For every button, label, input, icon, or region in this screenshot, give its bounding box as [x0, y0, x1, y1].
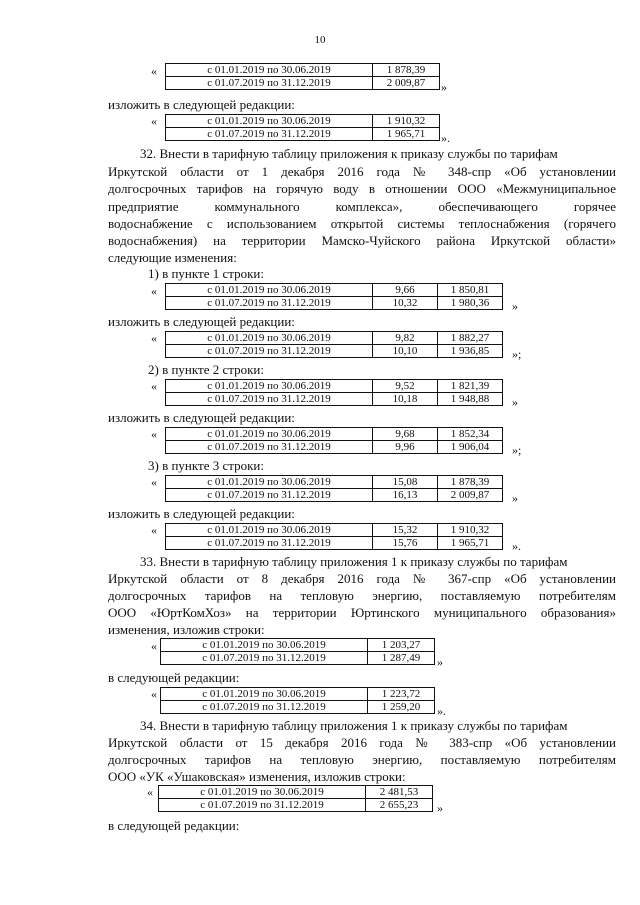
- open-quote: «: [151, 64, 157, 78]
- open-quote: «: [151, 331, 157, 345]
- tariff-cell: 1 878,39: [438, 476, 503, 489]
- tariff-cell: 9,52: [373, 380, 438, 393]
- tariff-table: [165, 523, 503, 550]
- instruction-text: изложить в следующей редакции:: [108, 314, 295, 329]
- tariff-cell: 15,08: [373, 476, 438, 489]
- close-quote: »: [512, 395, 518, 409]
- table-row: [166, 284, 503, 297]
- paragraph-32-line: предприятие коммунального комплекса», обеспечивающего горячее: [108, 199, 616, 214]
- tariff-table: [165, 114, 440, 141]
- table-row: [161, 652, 435, 665]
- tariff-cell: 1 259,20: [368, 701, 435, 714]
- close-quote: ».: [441, 131, 450, 145]
- paragraph-32-line: 32. Внести в тарифную таблицу приложения к приказу службы по тарифам: [140, 146, 558, 161]
- open-quote: «: [151, 639, 157, 653]
- table-row: [166, 489, 503, 502]
- tariff-cell: 1 965,71: [438, 537, 503, 550]
- paragraph-32-line: долгосрочных тарифов на горячую воду в отношении ООО «Межмуниципальное: [108, 181, 616, 196]
- paragraph-34-line: 34. Внести в тарифную таблицу приложения 1 к приказу службы по тарифам: [140, 718, 568, 733]
- tariff-cell: 2 655,23: [366, 799, 433, 812]
- open-quote: «: [151, 284, 157, 298]
- tariff-table: [165, 427, 503, 454]
- period-cell: с 01.07.2019 по 31.12.2019: [166, 77, 373, 90]
- table-row: [166, 297, 503, 310]
- table-row: [159, 786, 433, 799]
- paragraph-32-line: водоснабжение с использованием открытой системы теплоснабжения (горячего: [108, 216, 616, 231]
- period-cell: с 01.01.2019 по 30.06.2019: [166, 428, 373, 441]
- tariff-cell: 1 203,27: [368, 639, 435, 652]
- table-row: [161, 688, 435, 701]
- tariff-cell: 10,32: [373, 297, 438, 310]
- close-quote: ».: [437, 704, 446, 718]
- table-row: [166, 77, 440, 90]
- table-row: [161, 701, 435, 714]
- period-cell: с 01.01.2019 по 30.06.2019: [166, 332, 373, 345]
- tariff-cell: 1 821,39: [438, 380, 503, 393]
- tariff-table: [165, 475, 503, 502]
- paragraph-33-line: ООО «ЮртКомХоз» на территории Юртинского муниципального образования»: [108, 605, 616, 620]
- instruction-text: изложить в следующей редакции:: [108, 506, 295, 521]
- period-cell: с 01.07.2019 по 31.12.2019: [166, 345, 373, 358]
- open-quote: «: [151, 114, 157, 128]
- open-quote: «: [151, 687, 157, 701]
- period-cell: с 01.07.2019 по 31.12.2019: [166, 537, 373, 550]
- close-quote: »: [512, 491, 518, 505]
- period-cell: с 01.01.2019 по 30.06.2019: [159, 786, 366, 799]
- period-cell: с 01.07.2019 по 31.12.2019: [166, 297, 373, 310]
- open-quote: «: [147, 785, 153, 799]
- close-quote: »: [441, 80, 447, 94]
- tariff-cell: 9,82: [373, 332, 438, 345]
- table-row: [166, 115, 440, 128]
- close-quote: »;: [512, 443, 522, 457]
- tariff-cell: 10,18: [373, 393, 438, 406]
- table-row: [166, 524, 503, 537]
- tariff-cell: 9,96: [373, 441, 438, 454]
- tariff-cell: 2 009,87: [438, 489, 503, 502]
- page-number: 10: [314, 34, 326, 46]
- close-quote: ».: [512, 539, 521, 553]
- close-quote: »: [437, 655, 443, 669]
- period-cell: с 01.07.2019 по 31.12.2019: [166, 128, 373, 141]
- table-row: [159, 799, 433, 812]
- open-quote: «: [151, 379, 157, 393]
- item-heading: 2) в пункте 2 строки:: [148, 362, 264, 377]
- tariff-cell: 9,66: [373, 284, 438, 297]
- tariff-table: [165, 379, 503, 406]
- period-cell: с 01.07.2019 по 31.12.2019: [166, 441, 373, 454]
- tariff-cell: 10,10: [373, 345, 438, 358]
- tariff-cell: 1 965,71: [373, 128, 440, 141]
- tariff-cell: 1 906,04: [438, 441, 503, 454]
- tariff-cell: 1 287,49: [368, 652, 435, 665]
- paragraph-34-line: Иркутской области от 15 декабря 2016 года № 383-спр «Об установлении: [108, 735, 616, 750]
- tariff-table: [160, 638, 435, 665]
- instruction-text: изложить в следующей редакции:: [108, 97, 295, 112]
- table-row: [166, 64, 440, 77]
- open-quote: «: [151, 475, 157, 489]
- table-row: [166, 345, 503, 358]
- period-cell: с 01.01.2019 по 30.06.2019: [166, 284, 373, 297]
- period-cell: с 01.01.2019 по 30.06.2019: [161, 688, 368, 701]
- period-cell: с 01.01.2019 по 30.06.2019: [166, 64, 373, 77]
- table-row: [166, 428, 503, 441]
- period-cell: с 01.01.2019 по 30.06.2019: [166, 380, 373, 393]
- table-row: [161, 639, 435, 652]
- table-row: [166, 476, 503, 489]
- tariff-cell: 1 852,34: [438, 428, 503, 441]
- tariff-table: [160, 687, 435, 714]
- tariff-table: [165, 331, 503, 358]
- paragraph-33-line: Иркутской области от 8 декабря 2016 года № 367-спр «Об установлении: [108, 571, 616, 586]
- period-cell: с 01.07.2019 по 31.12.2019: [166, 489, 373, 502]
- tariff-table: [158, 785, 433, 812]
- period-cell: с 01.01.2019 по 30.06.2019: [166, 476, 373, 489]
- paragraph-33-line: долгосрочных тарифов на тепловую энергию, поставляемую потребителям: [108, 588, 616, 603]
- item-heading: 1) в пункте 1 строки:: [148, 266, 264, 281]
- close-quote: »;: [512, 347, 522, 361]
- period-cell: с 01.07.2019 по 31.12.2019: [166, 393, 373, 406]
- table-row: [166, 441, 503, 454]
- paragraph-34-line: ООО «УК «Ушаковская» изменения, изложив строки:: [108, 769, 406, 784]
- tariff-cell: 9,68: [373, 428, 438, 441]
- tariff-cell: 1 882,27: [438, 332, 503, 345]
- tariff-cell: 15,32: [373, 524, 438, 537]
- instruction-text: в следующей редакции:: [108, 818, 240, 833]
- table-row: [166, 332, 503, 345]
- close-quote: »: [437, 801, 443, 815]
- open-quote: «: [151, 523, 157, 537]
- open-quote: «: [151, 427, 157, 441]
- period-cell: с 01.07.2019 по 31.12.2019: [159, 799, 366, 812]
- period-cell: с 01.07.2019 по 31.12.2019: [161, 652, 368, 665]
- tariff-cell: 1 980,36: [438, 297, 503, 310]
- tariff-cell: 1 948,88: [438, 393, 503, 406]
- paragraph-32-line: Иркутской области от 1 декабря 2016 года № 348-спр «Об установлении: [108, 164, 616, 179]
- tariff-cell: 15,76: [373, 537, 438, 550]
- tariff-cell: 2 481,53: [366, 786, 433, 799]
- paragraph-34-line: долгосрочных тарифов на тепловую энергию, поставляемую потребителям: [108, 752, 616, 767]
- table-row: [166, 128, 440, 141]
- paragraph-32-line: следующие изменения:: [108, 250, 237, 265]
- tariff-cell: 1 910,32: [438, 524, 503, 537]
- period-cell: с 01.01.2019 по 30.06.2019: [166, 524, 373, 537]
- tariff-cell: 1 850,81: [438, 284, 503, 297]
- close-quote: »: [512, 299, 518, 313]
- period-cell: с 01.07.2019 по 31.12.2019: [161, 701, 368, 714]
- tariff-cell: 2 009,87: [373, 77, 440, 90]
- paragraph-32-line: водоснабжения) на территории Мамско-Чуйского района Иркутской области»: [108, 233, 616, 248]
- tariff-cell: 1 223,72: [368, 688, 435, 701]
- table-row: [166, 537, 503, 550]
- tariff-cell: 1 936,85: [438, 345, 503, 358]
- tariff-table: [165, 63, 440, 90]
- tariff-cell: 1 878,39: [373, 64, 440, 77]
- period-cell: с 01.01.2019 по 30.06.2019: [166, 115, 373, 128]
- paragraph-33-line: изменения, изложив строки:: [108, 622, 265, 637]
- paragraph-33-line: 33. Внести в тарифную таблицу приложения 1 к приказу службы по тарифам: [140, 554, 568, 569]
- instruction-text: в следующей редакции:: [108, 670, 240, 685]
- tariff-cell: 1 910,32: [373, 115, 440, 128]
- tariff-table: [165, 283, 503, 310]
- tariff-cell: 16,13: [373, 489, 438, 502]
- table-row: [166, 380, 503, 393]
- period-cell: с 01.01.2019 по 30.06.2019: [161, 639, 368, 652]
- item-heading: 3) в пункте 3 строки:: [148, 458, 264, 473]
- instruction-text: изложить в следующей редакции:: [108, 410, 295, 425]
- table-row: [166, 393, 503, 406]
